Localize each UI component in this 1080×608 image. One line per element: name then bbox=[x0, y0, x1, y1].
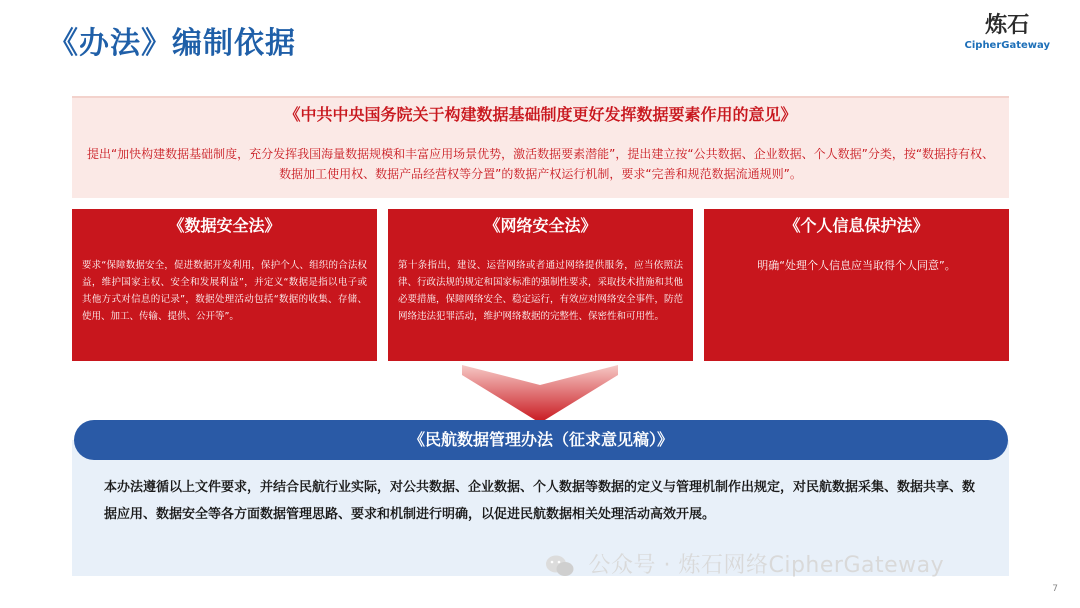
wechat-icon bbox=[545, 554, 575, 578]
policy-opinion-box bbox=[72, 96, 1009, 198]
data-security-law-card bbox=[72, 209, 377, 361]
page-number: 7 bbox=[1052, 584, 1058, 594]
logo-cn-text: 炼石 bbox=[985, 13, 1030, 38]
policy-opinion-body: 提出“加快构建数据基础制度，充分发挥我国海量数据规模和丰富应用场景优势，激活数据要素潜能”，提出建立按“公共数据、企业数据、个人数据”分类，按“数据持有权、数据加工使用权、数据产品经营权等分置”的数据产权运行机制，要求“完善和规范数据流通规则”。 bbox=[86, 147, 995, 181]
civil-aviation-measures-body: 本办法遵循以上文件要求，并结合民航行业实际，对公共数据、企业数据、个人数据等数据的定义与管理机制作出规定，对民航数据采集、数据共享、数据应用、数据安全等各方面数据管理思路、要求和机制进行明确，以促进民航数据相关处理活动高效开展。 bbox=[104, 480, 976, 522]
card-heading: 《数据安全法》 bbox=[168, 216, 281, 235]
card-heading: 《个人信息保护法》 bbox=[784, 216, 929, 235]
down-arrow-icon bbox=[462, 365, 618, 423]
personal-info-law-card bbox=[704, 209, 1009, 361]
page-title: 《办法》编制依据 bbox=[48, 26, 296, 61]
card-heading: 《网络安全法》 bbox=[484, 216, 597, 235]
wechat-watermark bbox=[545, 548, 944, 579]
card-body: 要求“保障数据安全，促进数据开发利用，保护个人、组织的合法权益，维护国家主权、安全和发展利益”，并定义“数据是指以电子或其他方式对信息的记录”，数据处理活动包括“数据的收集、存储、使用、加工、传输、提供、公开等”。 bbox=[82, 260, 367, 322]
watermark-text: 公众号 · 炼石网络CipherGateway bbox=[588, 553, 945, 578]
civil-aviation-measures-banner: 《民航数据管理办法（征求意见稿）》 bbox=[74, 420, 1008, 460]
logo-en-text: CipherGateway bbox=[964, 40, 1050, 51]
brand-logo bbox=[965, 14, 1050, 51]
policy-opinion-heading: 《中共中央国务院关于构建数据基础制度更好发挥数据要素作用的意见》 bbox=[284, 105, 797, 124]
card-body: 第十条指出，建设、运营网络或者通过网络提供服务，应当依照法律、行政法规的规定和国家标准的强制性要求，采取技术措施和其他必要措施，保障网络安全、稳定运行，有效应对网络安全事件，防范网络违法犯罪活动，维护网络数据的完整性、保密性和可用性。 bbox=[398, 260, 684, 322]
cybersecurity-law-card bbox=[388, 209, 693, 361]
card-body: 明确“处理个人信息应当取得个人同意”。 bbox=[757, 259, 956, 272]
